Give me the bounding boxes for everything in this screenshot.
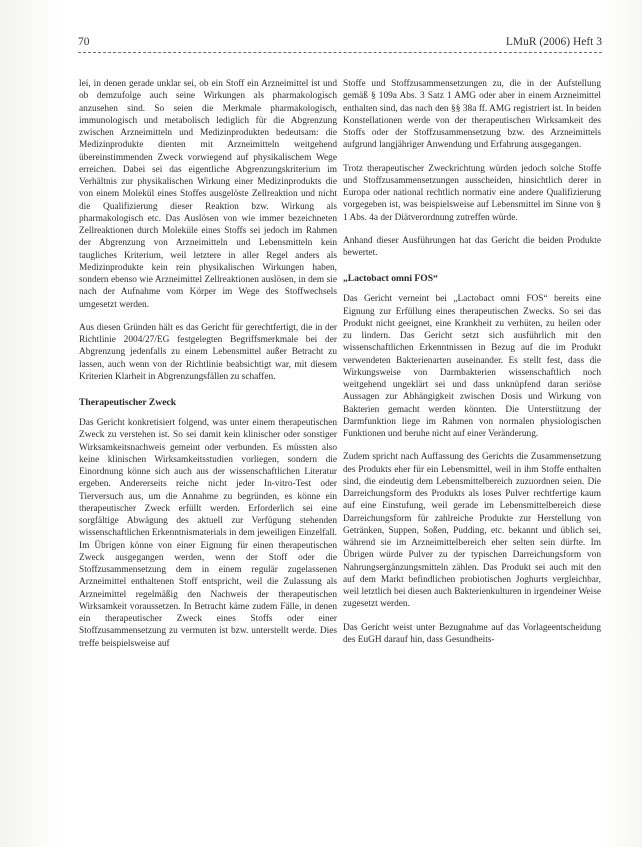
- paragraph: Anhand dieser Ausführungen hat das Gericht die beiden Produkte bewertet.: [343, 235, 601, 258]
- paragraph: Trotz therapeutischer Zweckrichtung würden jedoch solche Stoffe und Stoffzusammensetzungen ausscheiden, hinsichtlich derer in Europa oder national rechtlich normativ eine andere Qualifizierung vorgegeben ist, was beispielsweise auf Lebensmittel im Sinne von § 1 Abs. 4a der Diätverordnung zutreffen würde.: [343, 163, 601, 223]
- paragraph: Das Gericht weist unter Bezugnahme auf das Vorlageentscheidung des EuGH darauf hin, dass Gesundheits-: [343, 622, 601, 645]
- paragraph: Aus diesen Gründen hält es das Gericht für gerechtfertigt, die in der Richtlinie 2004/27/EG festgelegten Begriffsmerkmale bei der Abgrenzung jedenfalls zu einem Lebensmittel außer Betracht zu lassen, auch wenn von der Richtlinie beabsichtigt war, mit diesem Kriterien Klarheit in Abgrenzungsfällen zu schaffen.: [79, 322, 337, 382]
- section-heading-therapeutischer-zweck: Therapeutischer Zweck: [79, 397, 177, 408]
- paragraph: Zudem spricht nach Auffassung des Gerichts die Zusammensetzung des Produkts eher für ein Lebensmittel, weil in ihm Stoffe enthalten sind, die eindeutig dem Lebensmittelbereich zuzuordnen seien. Die Darreichungsform des Produkts als loses Pulver rechtfertige kaum auf eine Einstufung, weil gerade im Lebensmittelbereich diese Darreichungsform für zahlreiche Produkte zur Herstellung von Getränken, Suppen, Soßen, Pudding, etc. bekannt und üblich sei, während sie im Arzneimittelbereich eher selten sein dürfte. Im Übrigen würde Pulver zu der typischen Darreichungsform von Nahrungsergänzungsmitteln zählen. Das Produkt sei auch mit den auf dem Markt befindlichen probiotischen Joghurts vergleichbar, weil letztlich bei diesen auch Bakterienkulturen in irgendeiner Weise zugesetzt werden.: [343, 452, 601, 610]
- paragraph: lei, in denen gerade unklar sei, ob ein Stoff ein Arzneimittel ist und ob demzufolge auch seine Wirkungen als pharmakologisch anzusehen sind. So seien die Merkmale pharmakologisch, immunologisch und metabolisch lediglich für die Abgrenzung zwischen Arzneimitteln und Medizinprodukten bedeutsam: die Medizinprodukte dienten mit Arzneimitteln weitgehend übereinstimmenden Zweck vorwiegend auf physikalischem Wege erreichen. Dabei sei das eigentliche Abgrenzungskriterium im Verhältnis zur physikalischen Wirkung einer Medizinprodukts die von einem Molekül eines Stoffes ausgelöste Zellreaktion und nicht die Qualifizierung dieser Reaktion bzw. Wirkung als pharmakologisch etc. Das Auslösen von wie immer bezeichneten Zellreaktionen durch Moleküle eines Stoffs sei jedoch im Rahmen der Abgrenzung von Arzneimitteln und Lebensmitteln kein taugliches Kriterium, weil letztere in aller Regel anders als Medizinprodukte kein rein physikalischen Wirkungen haben, sondern ebenso wie Arzneimittel Zellreaktionen auslösen, in dem sie nach der Aufnahme vom Körper im Wege des Stoffwechsels umgesetzt werden.: [79, 79, 337, 310]
- page-header: [78, 36, 602, 52]
- page-number: 70: [78, 36, 90, 48]
- paragraph: Das Gericht konkretisiert folgend, was unter einem therapeutischen Zweck zu verstehen ist. So sei damit kein klinischer oder sonstiger Wirksamkeitsnachweis gemeint oder verbunden. Es müssten also keine klinischen Wirksamkeitsstudien vorliegen, sondern die Einordnung könne sich auch aus der wissenschaftlichen Literatur ergeben. Andererseits reiche nicht jeder In-vitro-Test oder Tierversuch aus, um die Annahme zu begründen, es könne ein therapeutischer Zweck erfüllt werden. Erforderlich sei eine sorgfältige Abwägung des aktuell zur Verfügung stehenden wissenschaftlichen Erkenntnismaterials in dem jeweiligen Einzelfall. Im Übrigen könne von einer Eignung für einen therapeutischen Zweck ausgegangen werden, wenn der Stoff oder die Stoffzusammensetzung dem in einem regulär zugelassenen Arzneimittel enthaltenen Stoff entspricht, weil die Zulassung als Arzneimittel regelmäßig den Nachweis der therapeutischen Wirksamkeit voraussetzen. In Betracht käme zudem Fälle, in denen ein therapeutischer Zweck eines Stoffs oder einer Stoffzusammensetzung zu vermuten ist bzw. unterstellt werde. Dies treffe beispielsweise auf: [79, 418, 337, 649]
- paragraph: Das Gericht verneint bei „Lactobact omni FOS“ bereits eine Eignung zur Erfüllung eines therapeutischen Zwecks. So sei das Produkt nicht geeignet, eine Krankheit zu verhüten, zu heilen oder zu lindern. Das Gericht setzt sich ausführlich mit den wissenschaftlichen Erkenntnissen in Bezug auf die im Produkt verwendeten Bakterienarten auseinander. Es stellt fest, dass die Wirkungsweise von Darmbakterien wissenschaftlich noch weitgehend ungeklärt sei und dass unknüpfend daran seriöse Aussagen zur Abhängigkeit zwischen Dosis und Wirkung von Bakterien gemacht werden könnten. Die Unterstützung der Darmfunktion liege im Rahmen von normalen physiologischen Funktionen und beruhe nicht auf einer Veränderung.: [343, 294, 601, 439]
- paragraph: Stoffe und Stoffzusammensetzungen zu, die in der Aufstellung gemäß § 109a Abs. 3 Satz 1 AMG oder aber in einem Arzneimittel enthalten sind, das nach den §§ 38a ff. AMG registriert ist. In beiden Konstellationen werde von der therapeutischen Wirksamkeit des Stoffs oder der Stoffzusammensetzung bzw. des Arzneimittels aufgrund langjähriger Anwendung und Erfahrung ausgegangen.: [343, 79, 601, 151]
- section-heading-lactobact: „Lactobact omni FOS“: [343, 273, 438, 285]
- header-rule: [78, 52, 602, 53]
- left-column: [79, 78, 337, 661]
- journal-reference: LMuR (2006) Heft 3: [505, 36, 602, 48]
- right-column: [343, 78, 601, 657]
